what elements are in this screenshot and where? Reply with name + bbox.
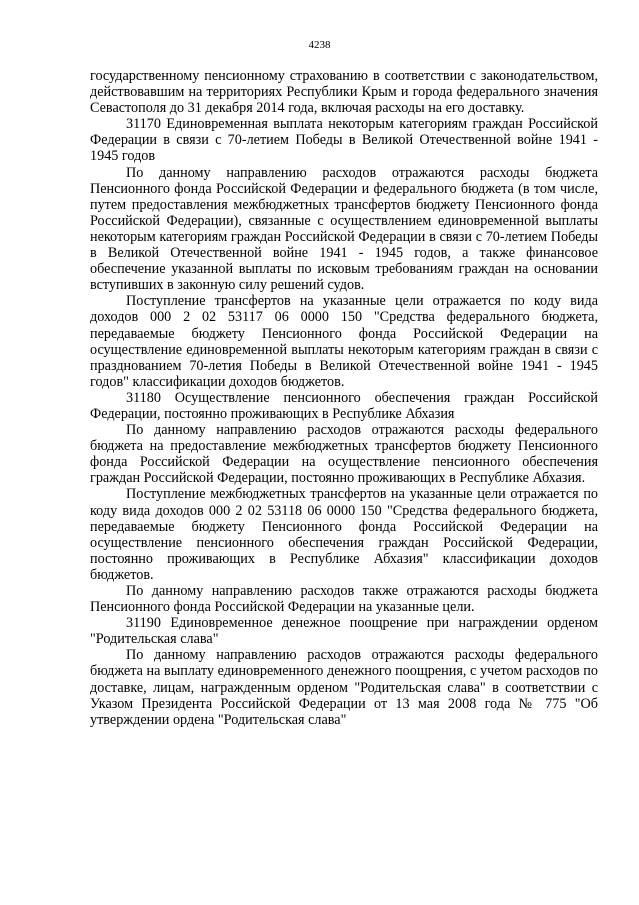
section-heading-31180: 31180 Осуществление пенсионного обеспечения граждан Российской Федерации, постоянно проживающих в Республике Абхазия [90, 389, 598, 422]
paragraph-31180-pension-fund: По данному направлению расходов также отражаются расходы бюджета Пенсионного фонда Российской Федерации на указанные цели. [90, 583, 598, 616]
paragraph-31180-description: По данному направлению расходов отражаются расходы федерального бюджета на предоставление межбюджетных трансфертов бюджету Пенсионного фонда Российской Федерации на осуществление пенсионного обеспечения граждан Российской Федерации, постоянно проживающих в Республике Абхазия. [90, 422, 598, 487]
paragraph-31190-description: По данному направлению расходов отражаются расходы федерального бюджета на выплату единовременного денежного поощрения, с учетом расходов по доставке, лицам, награжденным орденом "Родительская слава" в соответствии с Указом Президента Российской Федерации от 13 мая 2008 года № 775 "Об утверждении ордена "Родительская слава" [90, 647, 598, 728]
paragraph-31180-transfers: Поступление межбюджетных трансфертов на указанные цели отражается по коду вида доходов 000 2 02 53118 06 0000 150 "Средства федерального бюджета, передаваемые бюджету Пенсионного фонда Российской Федерации на осуществление пенсионного обеспечения граждан Российской Федерации, постоянно проживающих в Республике Абхазия" классификации доходов бюджетов. [90, 486, 598, 583]
section-heading-31190: 31190 Единовременное денежное поощрение при награждении орденом "Родительская слава" [90, 615, 598, 648]
section-heading-31170: 31170 Единовременная выплата некоторым категориям граждан Российской Федерации в связи с 70-летием Победы в Великой Отечественной войне 1941 - 1945 годов [90, 116, 598, 165]
paragraph-31170-description: По данному направлению расходов отражаются расходы бюджета Пенсионного фонда Российской Федерации и федерального бюджета (в том числе, путем предоставления межбюджетных трансфертов бюджету Пенсионного фонда Российской Федерации), связанные с осуществлением единовременной выплаты некоторым категориям граждан Российской Федерации в связи с 70-летием Победы в Великой Отечественной войне 1941 - 1945 годов, а также финансовое обеспечение указанной выплаты по исковым требованиям граждан на основании вступивших в законную силу решений судов. [90, 164, 598, 294]
paragraph-31170-transfers: Поступление трансфертов на указанные цели отражается по коду вида доходов 000 2 02 53117 06 0000 150 "Средства федерального бюджета, передаваемые бюджету Пенсионного фонда Российской Федерации на осуществление единовременной выплаты некоторым категориям граждан в связи с празднованием 70-летия Победы в Великой Отечественной войне 1941 - 1945 годов" классификации доходов бюджетов. [90, 293, 598, 390]
page-number: 4238 [308, 39, 331, 51]
document-body [90, 68, 598, 728]
paragraph-continuation: государственному пенсионному страхованию в соответствии с законодательством, действовавшим на территориях Республики Крым и города федерального значения Севастополя до 31 декабря 2014 года, включая расходы на его доставку. [90, 68, 598, 117]
